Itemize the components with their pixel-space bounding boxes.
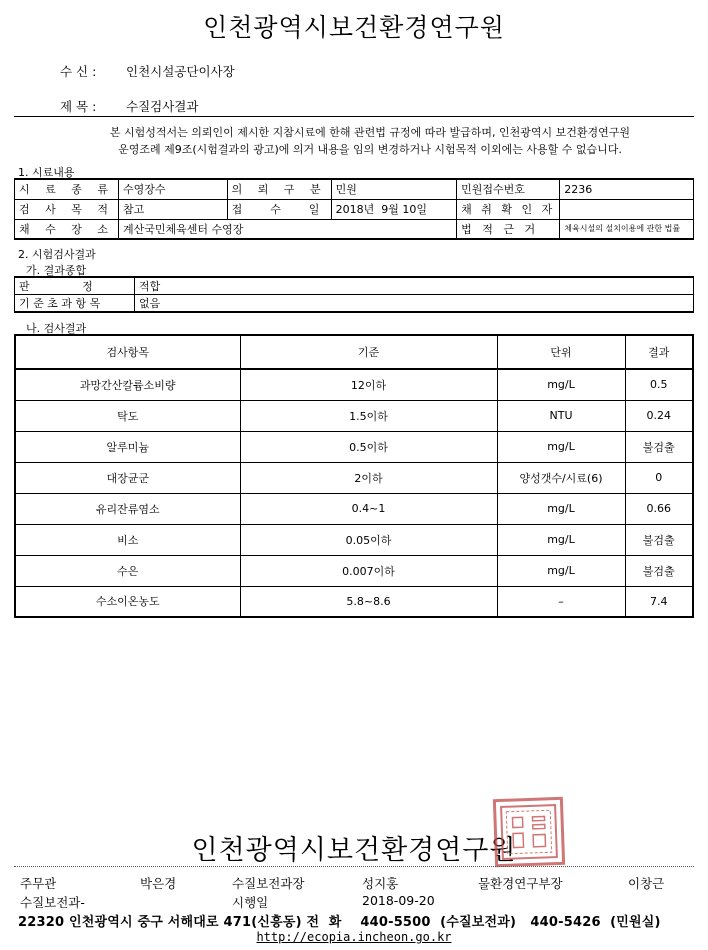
- purpose: 참고: [119, 199, 228, 219]
- unit-cell: mg/L: [497, 431, 625, 462]
- sample-type: 수영장수: [119, 179, 228, 199]
- result-cell: 0.24: [625, 400, 693, 431]
- standard-cell: 0.4~1: [240, 493, 497, 524]
- divider: [14, 116, 694, 117]
- standard-cell: 12이하: [240, 369, 497, 400]
- collector: [560, 199, 694, 219]
- standard-cell: 1.5이하: [240, 400, 497, 431]
- item-cell: 탁도: [15, 400, 240, 431]
- seal-icon: [498, 802, 560, 862]
- table-row: [15, 431, 693, 462]
- subject-label: 제 목 :: [60, 99, 97, 114]
- official-seal: [493, 797, 565, 867]
- footer-divider: [14, 866, 694, 867]
- collector-label: 채 취 확 인 자: [457, 199, 560, 219]
- officer-label: 주무관: [20, 876, 57, 891]
- website-link[interactable]: http://ecopia.incheon.go.kr: [256, 930, 452, 944]
- item-cell: 과망간산칼륨소비량: [15, 369, 240, 400]
- location-label: 채 수 장 소: [15, 219, 119, 239]
- table-header-row: [15, 335, 693, 369]
- unit-cell: mg/L: [497, 555, 625, 586]
- result-cell: 불검출: [625, 431, 693, 462]
- notice-line-2: 운영조례 제9조(시험결과의 광고)에 의거 내용을 임의 변경하거나 시험목적 이외에는 사용할 수 없습니다.: [118, 143, 622, 156]
- enforcement-date: 2018-09-20: [362, 893, 435, 908]
- table-row: [15, 555, 693, 586]
- result-cell: 7.4: [625, 586, 693, 617]
- section-detail-results: 나. 검사결과: [26, 322, 87, 335]
- standard-cell: 2이하: [240, 462, 497, 493]
- sample-info-table: [14, 178, 694, 240]
- standard-cell: 0.007이하: [240, 555, 497, 586]
- table-row: [15, 524, 693, 555]
- section-head-label: 수질보전과장: [232, 876, 305, 891]
- recipient-label: 수 신 :: [60, 64, 97, 79]
- table-row: [15, 369, 693, 400]
- table-row: [15, 179, 694, 199]
- standard-cell: 5.8~8.6: [240, 586, 497, 617]
- header-result: 결과: [625, 335, 693, 369]
- location: 계산국민체육센터 수영장: [119, 219, 457, 239]
- header-item: 검사항목: [15, 335, 240, 369]
- standard-cell: 0.05이하: [240, 524, 497, 555]
- requester-label: 의 뢰 구 분: [227, 179, 331, 199]
- section-result-summary: 가. 결과종합: [26, 264, 87, 277]
- result-cell: 불검출: [625, 524, 693, 555]
- receipt-no-label: 민원접수번호: [457, 179, 560, 199]
- item-cell: 대장균군: [15, 462, 240, 493]
- item-cell: 유리잔류염소: [15, 493, 240, 524]
- unit-cell: mg/L: [497, 524, 625, 555]
- director-name: 이창근: [628, 876, 665, 891]
- result-cell: 0.5: [625, 369, 693, 400]
- basis: 체육시설의 설치이용에 관한 법률: [560, 219, 694, 239]
- unit-cell: –: [497, 586, 625, 617]
- requester: 민원: [331, 179, 457, 199]
- unit-cell: mg/L: [497, 493, 625, 524]
- notice: [40, 124, 700, 158]
- notice-line-1: 본 시험성적서는 의뢰인이 제시한 지참시료에 한해 관련법 규정에 따라 발급하며, 인천광역시 보건환경연구원: [109, 126, 631, 139]
- document-title: 인천광역시보건환경연구원: [203, 13, 505, 42]
- sample-type-label: 시 료 종 류: [15, 179, 119, 199]
- section-test-results: 2. 시험검사결과: [18, 248, 96, 261]
- purpose-label: 검 사 목 적: [15, 199, 119, 219]
- table-row: [15, 586, 693, 617]
- received-label: 접 수 일: [227, 199, 331, 219]
- address-line: 22320 인천광역시 중구 서해대로 471(신흥동) 전 화 440-5500 (수질보전과) 440-5426 (민원실): [18, 915, 661, 930]
- table-row: [15, 277, 694, 295]
- section-sample-info: 1. 시료내용: [18, 166, 75, 179]
- table-row: [15, 493, 693, 524]
- verdict-label: 판 정: [15, 277, 135, 295]
- item-cell: 알루미늄: [15, 431, 240, 462]
- table-row: [15, 295, 694, 313]
- section-head-name: 성지홍: [362, 876, 399, 891]
- subject: 수질검사결과: [126, 99, 199, 114]
- director-label: 물환경연구부장: [478, 876, 563, 891]
- unit-cell: mg/L: [497, 369, 625, 400]
- unit-cell: NTU: [497, 400, 625, 431]
- result-cell: 0: [625, 462, 693, 493]
- enforcement-date-label: 시행일: [232, 895, 269, 910]
- basis-label: 법 적 근 거: [457, 219, 560, 239]
- unit-cell: 양성갯수/시료(6): [497, 462, 625, 493]
- header-unit: 단위: [497, 335, 625, 369]
- results-table: [14, 334, 694, 618]
- recipient: 인천시설공단이사장: [126, 64, 235, 79]
- result-cell: 0.66: [625, 493, 693, 524]
- summary-table: [14, 276, 694, 313]
- item-cell: 비소: [15, 524, 240, 555]
- received-date: 2018년 9월 10일: [331, 199, 457, 219]
- result-cell: 불검출: [625, 555, 693, 586]
- item-cell: 수소이온농도: [15, 586, 240, 617]
- item-cell: 수은: [15, 555, 240, 586]
- exceed-items: 없음: [135, 295, 694, 313]
- table-row: [15, 199, 694, 219]
- footer-org-name: 인천광역시보건환경연구원: [191, 835, 517, 866]
- header-standard: 기준: [240, 335, 497, 369]
- verdict: 적합: [135, 277, 694, 295]
- officer-name: 박은경: [140, 876, 177, 891]
- exceed-label: 기 준 초 과 항 목: [15, 295, 135, 313]
- document-number: 수질보전과-: [20, 895, 85, 910]
- standard-cell: 0.5이하: [240, 431, 497, 462]
- receipt-no: 2236: [560, 179, 694, 199]
- table-row: [15, 219, 694, 239]
- table-row: [15, 462, 693, 493]
- table-row: [15, 400, 693, 431]
